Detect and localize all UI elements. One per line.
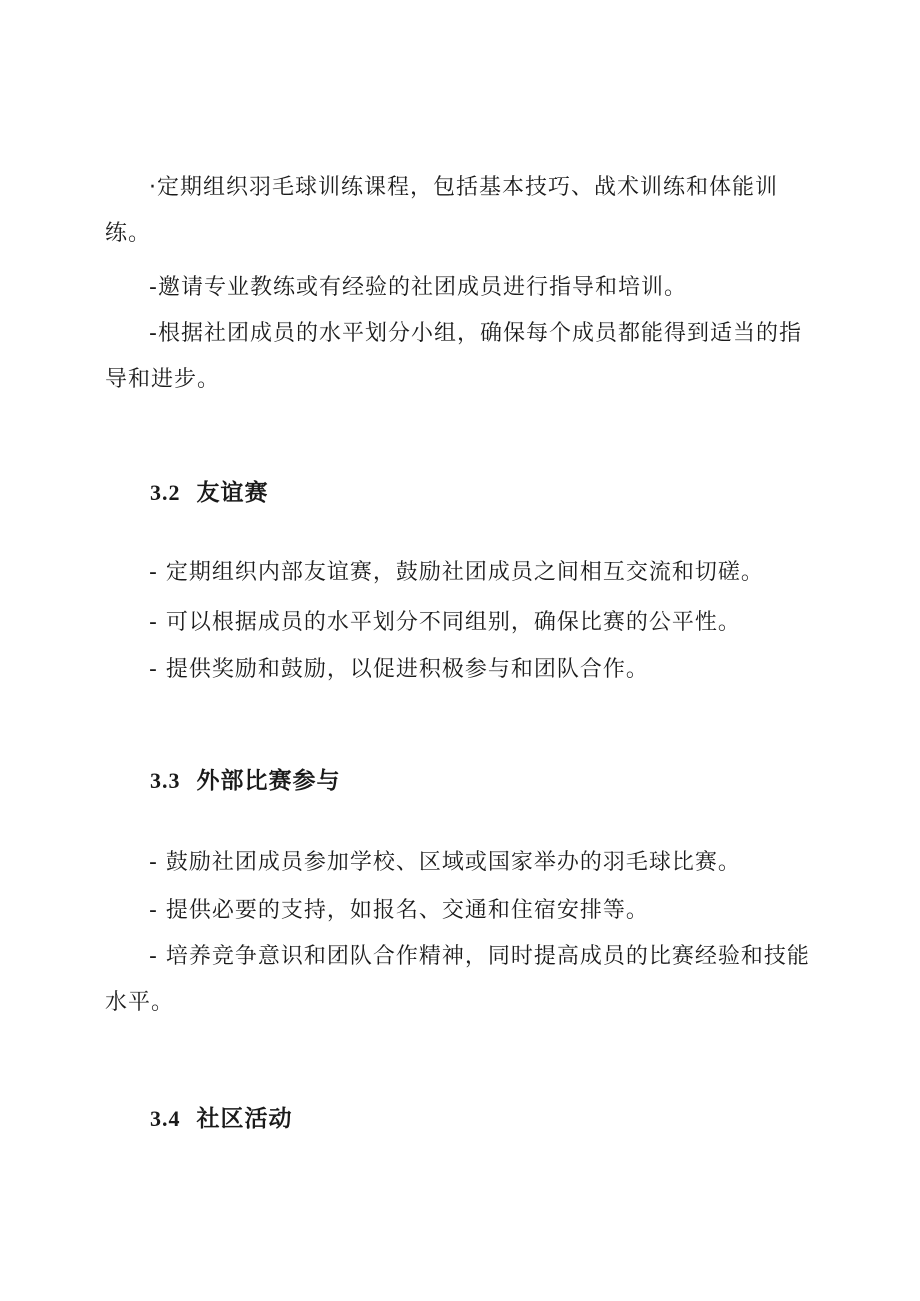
training-item-3: -根据社团成员的水平划分小组，确保每个成员都能得到适当的指导和进步。 [105,321,802,392]
external-match-item-2: - 提供必要的支持，如报名、交通和住宿安排等。 [149,898,649,923]
section-heading-3-3 [150,766,341,796]
external-match-item-3: - 培养竞争意识和团队合作精神，同时提高成员的比赛经验和技能水平。 [105,944,810,1015]
section-title: 友谊赛 [196,480,269,506]
external-match-item-1: - 鼓励社团成员参加学校、区域或国家举办的羽毛球比赛。 [149,850,741,875]
friendly-match-item-3: - 提供奖励和鼓励，以促进积极参与和团队合作。 [149,657,649,682]
section-title: 外部比赛参与 [196,768,341,794]
friendly-match-item-1: - 定期组织内部友谊赛，鼓励社团成员之间相互交流和切磋。 [149,560,764,585]
section-heading-3-2 [150,478,269,508]
training-item-2: -邀请专业教练或有经验的社团成员进行指导和培训。 [149,275,687,300]
section-number: 3.3 [150,768,181,793]
section-title: 社区活动 [196,1106,293,1132]
section-number: 3.2 [150,480,181,505]
section-heading-3-4 [150,1104,293,1134]
friendly-match-item-2: - 可以根据成员的水平划分不同组别，确保比赛的公平性。 [149,610,741,635]
training-item-1: ·定期组织羽毛球训练课程，包括基本技巧、战术训练和体能训练。 [105,175,778,246]
section-number: 3.4 [150,1106,181,1131]
